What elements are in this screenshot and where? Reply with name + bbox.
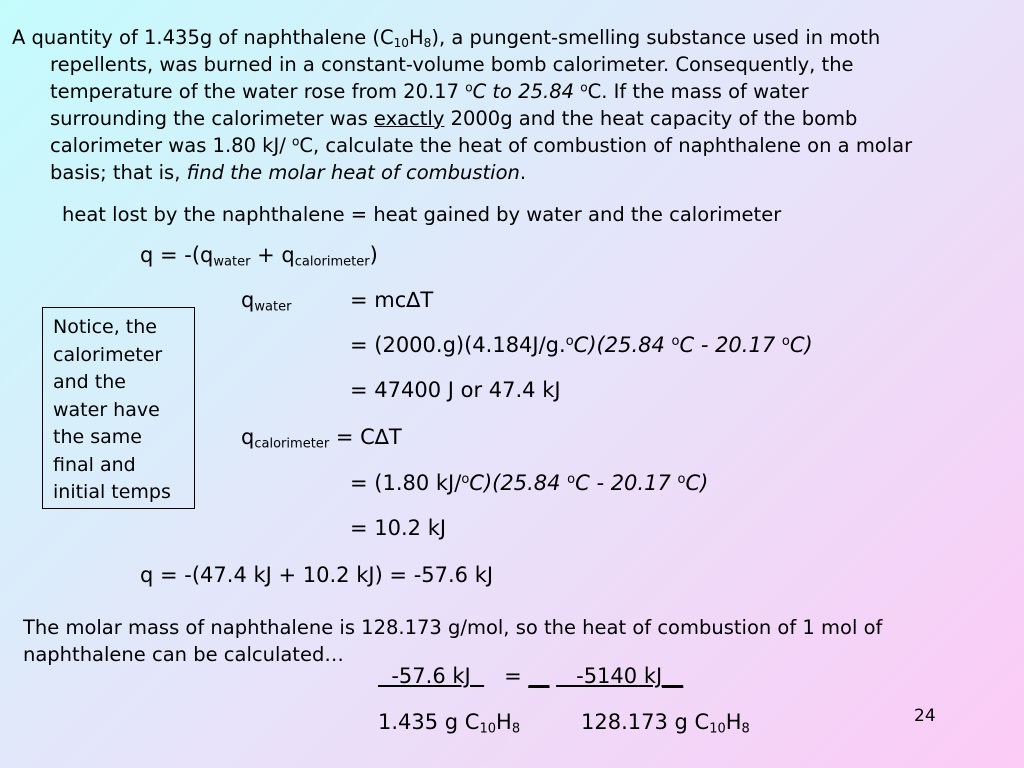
heat-statement: heat lost by the naphthalene = heat gained by water and the calorimeter bbox=[62, 203, 782, 226]
q-water-substitution: = (2000.g)(4.184J/g.$^o$C)(25.84 $^o$C - 20.17 $^o$C) bbox=[350, 333, 813, 357]
q-calorimeter-substitution: = (1.80 kJ/$^o$C)(25.84 $^o$C - 20.17 $^o$C) bbox=[350, 471, 709, 495]
ratio-denominator-2: 128.173 g $C_{10}H_8$ bbox=[581, 710, 750, 737]
q-total-equation: q = -(47.4 kJ + 10.2 kJ) = -57.6 kJ bbox=[140, 563, 494, 587]
q-calorimeter-formula: $q_{calorimeter} = C\Delta T$ bbox=[241, 425, 402, 452]
molar-mass-text: The molar mass of naphthalene is 128.173 g/mol, so the heat of combustion of 1 mol of naphthalene can be calculated… bbox=[23, 616, 883, 666]
exactly-emphasis: exactly bbox=[373, 107, 445, 130]
note-box: Notice, the calorimeter and the water have the same final and initial temps bbox=[42, 307, 195, 509]
q-water-result: = 47400 J or 47.4 kJ bbox=[350, 378, 561, 402]
problem-statement: A quantity of 1.435g of naphthalene $(C_{10}H_8)$, a pungent-smelling substance used in moth repellents, was burned in a constant-volume bomb calorimeter. Consequently, the temperature of the water rose from 20.17 $^o$C to 25.84 $^o$C. If the mass of water surrounding the calorimeter was exactly 2000g and the heat capacity of the bomb calorimeter was 1.80 kJ/ $^o$C, calculate the heat of combustion of naphthalene on a molar basis; that is, find the molar heat of combustion. bbox=[12, 26, 913, 184]
ratio-denominator-1: 1.435 g $C_{10}H_8$ bbox=[378, 710, 521, 737]
equation-q-sum: $q = -(q_{water} + q_{calorimeter})$ bbox=[140, 243, 378, 270]
ratio-numerator: -57.6 kJ = __ -5140 kJ__ bbox=[378, 664, 684, 688]
q-calorimeter-result: = 10.2 kJ bbox=[350, 516, 447, 540]
q-water-label: $q_{water}$ bbox=[241, 288, 292, 315]
page-number: 24 bbox=[914, 706, 936, 726]
q-water-formula: = mc∆T bbox=[350, 288, 434, 312]
